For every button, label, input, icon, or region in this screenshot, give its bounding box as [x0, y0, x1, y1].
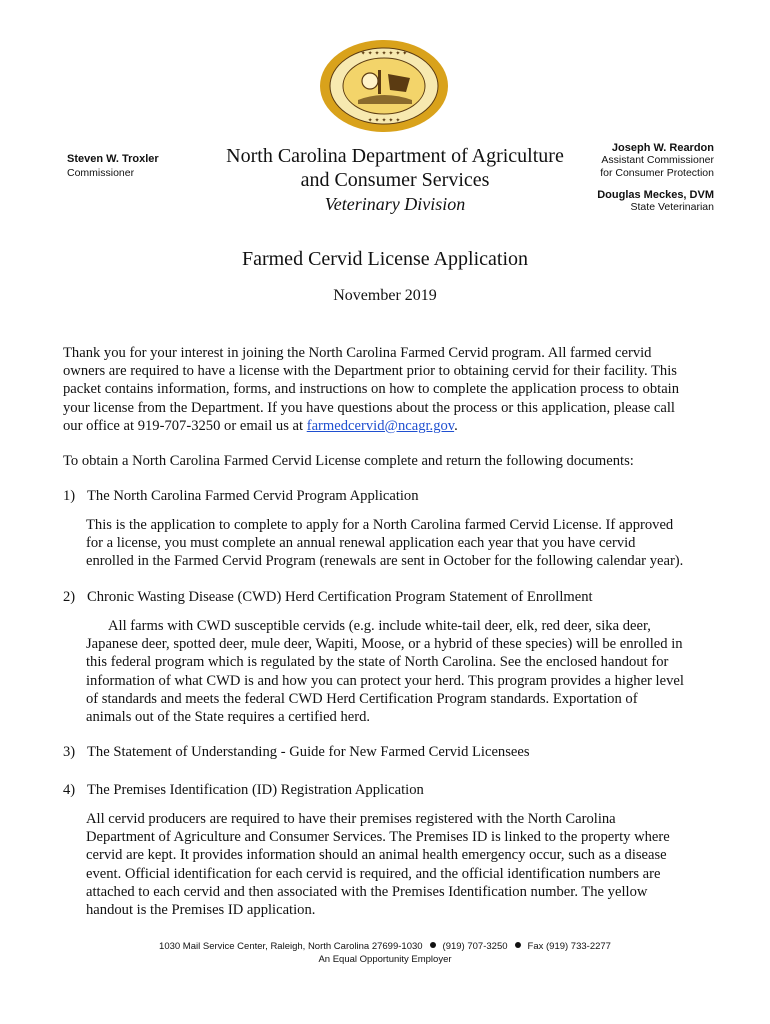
intro-line-end: . [454, 417, 458, 434]
footer-eoe: An Equal Opportunity Employer [318, 954, 452, 965]
document-date: November 2019 [333, 287, 437, 304]
footer-fax: Fax (919) 733-2277 [527, 941, 611, 952]
right-officials-block [597, 142, 714, 214]
list-item-label: The North Carolina Farmed Cervid Program Application [87, 488, 419, 504]
body-line: for a license, you must complete an annual renewal application each year that you have cervid [86, 535, 636, 552]
commissioner-name: Steven W. Troxler [67, 153, 159, 165]
body-line: cervid are kept. It provides information should an animal health emergency occur, such as a disease [86, 847, 667, 864]
list-item-title [63, 781, 424, 799]
body-line: animals out of the State requires a certified herd. [86, 709, 371, 726]
intro-line: packet contains information, forms, and instructions on how to complete the application process to obtain [63, 381, 680, 398]
email-link[interactable]: farmedcervid@ncagr.gov [306, 417, 455, 434]
list-item-label: The Premises Identification (ID) Registration Application [87, 782, 424, 798]
list-item-body [86, 810, 718, 919]
intro-paragraph [63, 344, 713, 435]
list-item-body [86, 617, 718, 726]
state-veterinarian-title: State Veterinarian [630, 201, 714, 213]
body-line: All farms with CWD susceptible cervids (e.g. include white-tail deer, elk, red deer, sika deer, [108, 618, 651, 634]
assistant-commissioner-name: Joseph W. Reardon [611, 142, 714, 154]
list-item-body [86, 516, 718, 571]
body-line: of standards and meets the federal CWD Herd Certification Program standards. Exportation of [86, 690, 638, 707]
division-name: Veterinary Division [324, 194, 466, 214]
nc-agriculture-seal-icon [318, 38, 450, 134]
assistant-commissioner-title-1: Assistant Commissioner [601, 154, 714, 166]
footer-address: 1030 Mail Service Center, Raleigh, North Carolina 27699-1030 [159, 941, 423, 952]
obtain-instructions: To obtain a North Carolina Farmed Cervid License complete and return the following documents: [63, 453, 634, 469]
intro-line: Thank you for your interest in joining the North Carolina Farmed Cervid program. All farmed cervid [63, 345, 652, 361]
list-item-title [63, 743, 530, 761]
body-line: handout is the Premises ID application. [86, 902, 316, 919]
page-footer [0, 940, 770, 966]
department-name-line1: North Carolina Department of Agriculture [226, 145, 564, 167]
list-item-title [63, 588, 593, 606]
body-line: this federal program which is regulated by the state of North Carolina. See the enclosed handout for [86, 654, 669, 671]
list-item-label: Chronic Wasting Disease (CWD) Herd Certification Program Statement of Enrollment [87, 589, 593, 605]
bullet-icon [430, 942, 436, 948]
list-item-label: The Statement of Understanding - Guide for New Farmed Cervid Licensees [87, 744, 530, 760]
intro-line: owners are required to have a license with the Department prior to obtaining cervid for their facility. This [63, 363, 677, 380]
assistant-commissioner-title-2: for Consumer Protection [600, 167, 714, 179]
body-line: Japanese deer, spotted deer, mule deer, Wapiti, Moose, or a hybrid of these species) will be enrolled in [86, 636, 683, 653]
footer-phone: (919) 707-3250 [442, 941, 508, 952]
document-title: Farmed Cervid License Application [241, 248, 529, 270]
body-line: information of what CWD is and how you can protect your herd. This program provides a higher level [86, 672, 684, 689]
footer-contact-line [0, 940, 770, 953]
state-veterinarian-name: Douglas Meckes, DVM [597, 189, 714, 201]
list-item-title [63, 487, 419, 505]
body-line: enrolled in the Farmed Cervid Program (renewals are sent in October for the following calendar year). [86, 553, 684, 570]
body-line: event. Official identification for each cervid is required, and the official identification numbers are [86, 865, 661, 882]
department-name-line2: and Consumer Services [300, 169, 490, 191]
body-line: All cervid producers are required to have their premises registered with the North Carolina [86, 811, 616, 827]
intro-line [63, 417, 713, 435]
list-item-number: 2) [63, 589, 76, 605]
department-heading [210, 144, 580, 215]
list-item-number: 4) [63, 782, 76, 798]
body-line: This is the application to complete to apply for a North Carolina farmed Cervid License. If approved [86, 517, 674, 533]
svg-text:✦ ✦ ✦ ✦ ✦ ✦ ✦: ✦ ✦ ✦ ✦ ✦ ✦ ✦ [360, 50, 408, 57]
intro-line-text: our office at 919-707-3250 or email us at [63, 417, 307, 434]
list-item-number: 3) [63, 744, 76, 760]
svg-text:✦ ✦ ✦ ✦ ✦: ✦ ✦ ✦ ✦ ✦ [367, 117, 401, 124]
intro-line: your license from the Department. If you have questions about the process or this application, please call [63, 399, 675, 416]
commissioner-block [67, 153, 159, 179]
body-line: Department of Agriculture and Consumer Services. The Premises ID is linked to the property where [86, 829, 670, 846]
list-item-number: 1) [63, 488, 76, 504]
bullet-icon [515, 942, 521, 948]
commissioner-title: Commissioner [67, 167, 135, 179]
body-line: attached to each cervid and then associated with the Premises Identification number. The yellow [86, 883, 648, 900]
